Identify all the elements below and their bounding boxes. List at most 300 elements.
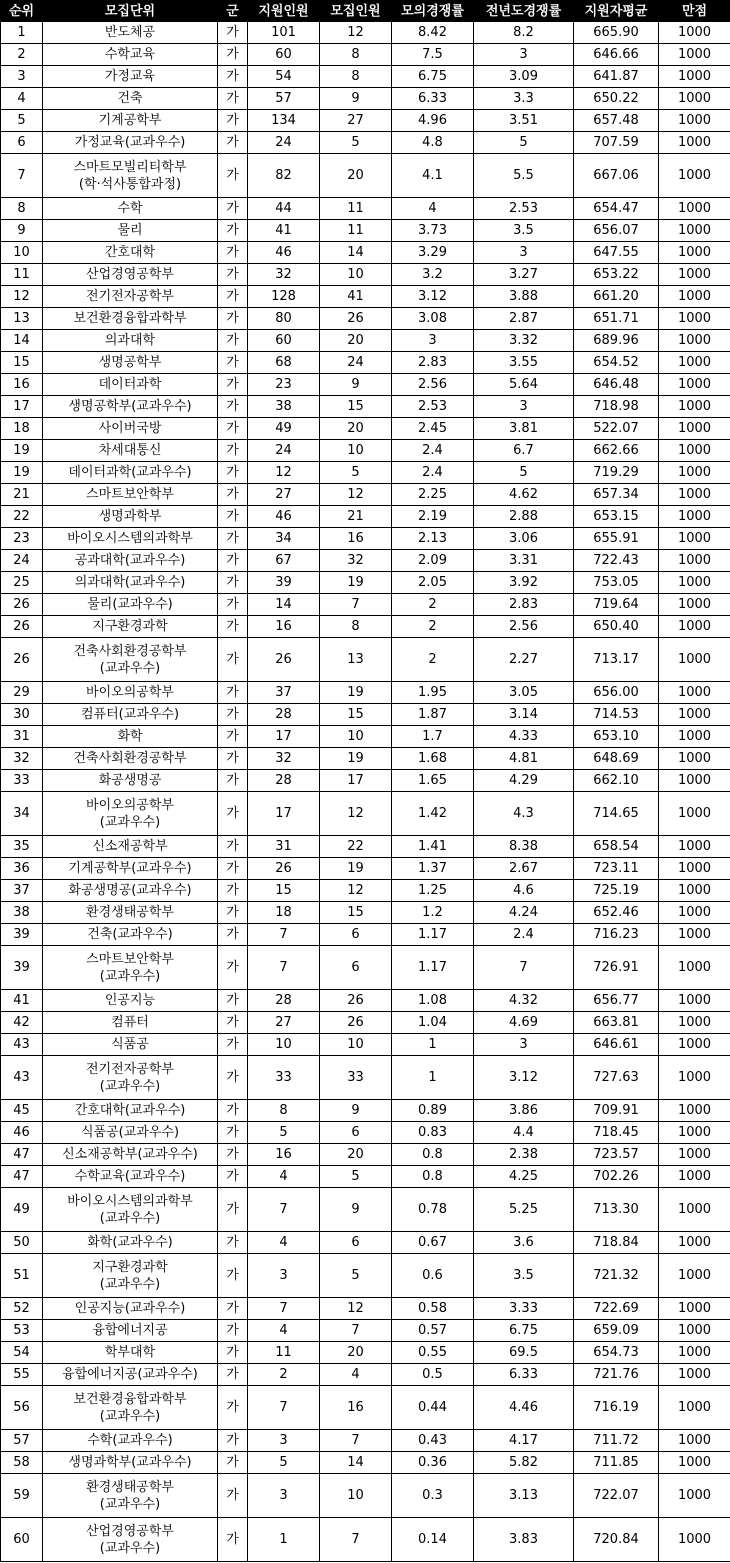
rank-cell: 9 [1,220,43,242]
avg-score-cell: 718.98 [574,396,659,418]
max-score-cell: 1000 [659,946,730,990]
unit-cell [43,22,218,44]
unit-cell [43,1166,218,1188]
quota-cell: 7 [320,594,392,616]
quota-cell: 10 [320,726,392,748]
unit-line: 산업경영공학부 [86,267,174,282]
group-cell: 가 [218,990,248,1012]
unit-cell [43,594,218,616]
max-score-cell: 1000 [659,22,730,44]
applicants-cell: 7 [248,924,320,946]
max-score-cell: 1000 [659,1188,730,1232]
rank-cell: 22 [1,506,43,528]
quota-cell: 20 [320,418,392,440]
prev-ratio-cell: 2.87 [474,308,574,330]
rank-cell: 17 [1,396,43,418]
prev-ratio-cell: 2.88 [474,506,574,528]
quota-cell: 9 [320,88,392,110]
mock-ratio-cell: 1.04 [392,1012,474,1034]
mock-ratio-cell: 1 [392,1056,474,1100]
rank-cell: 14 [1,330,43,352]
table-row [1,88,730,110]
group-cell: 가 [218,1122,248,1144]
rank-cell: 7 [1,154,43,198]
group-cell: 가 [218,1166,248,1188]
rank-cell: 57 [1,1430,43,1452]
max-score-cell: 1000 [659,572,730,594]
unit-cell [43,1188,218,1232]
quota-cell: 20 [320,330,392,352]
prev-ratio-cell: 3.06 [474,528,574,550]
table-row [1,682,730,704]
applicants-cell: 3 [248,1254,320,1298]
unit-cell [43,374,218,396]
avg-score-cell: 753.05 [574,572,659,594]
applicants-cell: 10 [248,1034,320,1056]
mock-ratio-cell: 0.83 [392,1122,474,1144]
max-score-cell: 1000 [659,638,730,682]
table-row [1,946,730,990]
group-cell: 가 [218,220,248,242]
unit-line: 생명과학부 [98,509,162,524]
unit-cell [43,726,218,748]
quota-cell: 7 [320,1518,392,1562]
quota-cell: 21 [320,506,392,528]
prev-ratio-cell: 2.67 [474,858,574,880]
prev-ratio-cell: 4.25 [474,1166,574,1188]
quota-cell: 15 [320,704,392,726]
unit-line: 융합에너지공 [92,1323,168,1338]
max-score-cell: 1000 [659,1320,730,1342]
prev-ratio-cell: 4.3 [474,792,574,836]
mock-ratio-cell: 3.2 [392,264,474,286]
avg-score-cell: 657.34 [574,484,659,506]
unit-cell [43,352,218,374]
table-row [1,1298,730,1320]
avg-score-cell: 721.76 [574,1364,659,1386]
avg-score-cell: 723.11 [574,858,659,880]
max-score-cell: 1000 [659,748,730,770]
applicants-cell: 8 [248,1100,320,1122]
unit-cell [43,1364,218,1386]
rank-cell: 8 [1,198,43,220]
avg-score-cell: 665.90 [574,22,659,44]
max-score-cell: 1000 [659,1056,730,1100]
table-row [1,792,730,836]
table-row [1,396,730,418]
avg-score-cell: 716.23 [574,924,659,946]
rank-cell: 37 [1,880,43,902]
group-cell: 가 [218,550,248,572]
prev-ratio-cell: 3.05 [474,682,574,704]
mock-ratio-cell: 2 [392,638,474,682]
unit-line: 스마트보안학부 [86,951,174,967]
unit-line: 생명공학부 [98,355,162,370]
mock-ratio-cell: 1.95 [392,682,474,704]
mock-ratio-cell: 2 [392,616,474,638]
max-score-cell: 1000 [659,704,730,726]
unit-line: 공과대학(교과우수) [74,553,186,568]
unit-line: (학·석사통합과정) [78,176,182,192]
avg-score-cell: 647.55 [574,242,659,264]
mock-ratio-cell: 2.19 [392,506,474,528]
rank-cell: 26 [1,638,43,682]
avg-score-cell: 648.69 [574,748,659,770]
applicants-cell: 34 [248,528,320,550]
group-cell: 가 [218,132,248,154]
table-row [1,638,730,682]
mock-ratio-cell: 0.3 [392,1474,474,1518]
applicants-cell: 16 [248,1144,320,1166]
group-cell: 가 [218,308,248,330]
table-row [1,506,730,528]
unit-cell [43,220,218,242]
applicants-cell: 37 [248,682,320,704]
avg-score-cell: 722.43 [574,550,659,572]
avg-score-cell: 727.63 [574,1056,659,1100]
prev-ratio-cell: 7 [474,946,574,990]
rank-cell: 59 [1,1474,43,1518]
max-score-cell: 1000 [659,1254,730,1298]
avg-score-cell: 711.72 [574,1430,659,1452]
prev-ratio-cell: 4.24 [474,902,574,924]
unit-line: (교과우수) [99,968,161,984]
rank-cell: 13 [1,308,43,330]
unit-cell [43,132,218,154]
table-row [1,44,730,66]
avg-score-cell: 653.15 [574,506,659,528]
quota-cell: 11 [320,198,392,220]
table-row [1,1518,730,1562]
applicants-cell: 82 [248,154,320,198]
quota-cell: 41 [320,286,392,308]
group-cell: 가 [218,66,248,88]
prev-ratio-cell: 3 [474,242,574,264]
unit-line: 의과대학 [104,333,156,348]
group-cell: 가 [218,242,248,264]
unit-cell [43,572,218,594]
rank-cell: 52 [1,1298,43,1320]
rank-cell: 32 [1,748,43,770]
quota-cell: 19 [320,682,392,704]
unit-cell [43,110,218,132]
quota-cell: 6 [320,946,392,990]
prev-ratio-cell: 8.38 [474,836,574,858]
mock-ratio-cell: 4.8 [392,132,474,154]
col-header-group: 군 [218,1,248,22]
max-score-cell: 1000 [659,66,730,88]
rank-cell: 10 [1,242,43,264]
mock-ratio-cell: 0.58 [392,1298,474,1320]
unit-cell [43,1518,218,1562]
table-row [1,1144,730,1166]
group-cell: 가 [218,44,248,66]
avg-score-cell: 719.29 [574,462,659,484]
max-score-cell: 1000 [659,902,730,924]
unit-line: 산업경영공학부 [86,1523,174,1539]
quota-cell: 15 [320,396,392,418]
unit-cell [43,682,218,704]
quota-cell: 10 [320,1034,392,1056]
rank-cell: 55 [1,1364,43,1386]
prev-ratio-cell: 3.81 [474,418,574,440]
mock-ratio-cell: 2.83 [392,352,474,374]
unit-line: 의과대학(교과우수) [74,575,186,590]
unit-cell [43,264,218,286]
rank-cell: 56 [1,1386,43,1430]
quota-cell: 17 [320,770,392,792]
max-score-cell: 1000 [659,330,730,352]
max-score-cell: 1000 [659,1122,730,1144]
unit-line: 차세대통신 [98,443,162,458]
applicants-cell: 60 [248,330,320,352]
table-row [1,110,730,132]
unit-line: 전기전자공학부 [86,1061,174,1077]
unit-line: 신소재공학부(교과우수) [62,1147,198,1162]
rank-cell: 18 [1,418,43,440]
table-row [1,242,730,264]
rank-cell: 11 [1,264,43,286]
unit-line: 융합에너지공(교과우수) [62,1367,198,1382]
table-row [1,1254,730,1298]
rank-cell: 42 [1,1012,43,1034]
max-score-cell: 1000 [659,308,730,330]
mock-ratio-cell: 2.05 [392,572,474,594]
unit-cell [43,1386,218,1430]
avg-score-cell: 659.09 [574,1320,659,1342]
mock-ratio-cell: 1.65 [392,770,474,792]
prev-ratio-cell: 3.6 [474,1232,574,1254]
unit-line: (교과우수) [99,1496,161,1512]
prev-ratio-cell: 5 [474,462,574,484]
applicants-cell: 3 [248,1430,320,1452]
avg-score-cell: 719.64 [574,594,659,616]
table-row [1,198,730,220]
quota-cell: 16 [320,1386,392,1430]
prev-ratio-cell: 5.25 [474,1188,574,1232]
rank-cell: 47 [1,1166,43,1188]
unit-line: 화공생명공 [98,773,162,788]
applicants-cell: 27 [248,484,320,506]
table-row [1,550,730,572]
unit-line: 사이버국방 [98,421,162,436]
unit-line: 보건환경융합과학부 [73,311,187,326]
applicants-cell: 1 [248,1518,320,1562]
unit-cell [43,792,218,836]
prev-ratio-cell: 8.2 [474,22,574,44]
unit-line: 건축(교과우수) [87,927,173,942]
col-header-avg-score: 지원자평균 [574,1,659,22]
unit-line: 물리(교과우수) [87,597,173,612]
unit-line: 수학교육 [104,47,156,62]
quota-cell: 15 [320,902,392,924]
applicants-cell: 134 [248,110,320,132]
unit-cell [43,616,218,638]
unit-cell [43,836,218,858]
table-row [1,902,730,924]
max-score-cell: 1000 [659,506,730,528]
quota-cell: 20 [320,1144,392,1166]
unit-cell [43,242,218,264]
unit-cell [43,1298,218,1320]
avg-score-cell: 713.30 [574,1188,659,1232]
group-cell: 가 [218,1034,248,1056]
prev-ratio-cell: 3.09 [474,66,574,88]
mock-ratio-cell: 1.17 [392,946,474,990]
max-score-cell: 1000 [659,352,730,374]
unit-line: 수학 [117,201,143,216]
group-cell: 가 [218,946,248,990]
group-cell: 가 [218,528,248,550]
mock-ratio-cell: 2.56 [392,374,474,396]
prev-ratio-cell: 2.38 [474,1144,574,1166]
prev-ratio-cell: 3.88 [474,286,574,308]
group-cell: 가 [218,1056,248,1100]
unit-cell [43,1056,218,1100]
max-score-cell: 1000 [659,484,730,506]
unit-line: 인공지능 [104,993,156,1008]
unit-line: 수학교육(교과우수) [74,1169,186,1184]
prev-ratio-cell: 4.69 [474,1012,574,1034]
col-header-rank: 순위 [1,1,43,22]
table-row [1,440,730,462]
mock-ratio-cell: 1.2 [392,902,474,924]
prev-ratio-cell: 69.5 [474,1342,574,1364]
rank-cell: 53 [1,1320,43,1342]
table-row [1,484,730,506]
table-row [1,836,730,858]
applicants-cell: 32 [248,748,320,770]
mock-ratio-cell: 1.17 [392,924,474,946]
unit-line: 가정교육(교과우수) [74,135,186,150]
applicants-cell: 2 [248,1364,320,1386]
avg-score-cell: 667.06 [574,154,659,198]
prev-ratio-cell: 3.5 [474,220,574,242]
applicants-cell: 7 [248,946,320,990]
mock-ratio-cell: 1.68 [392,748,474,770]
table-row [1,1364,730,1386]
rank-cell: 34 [1,792,43,836]
group-cell: 가 [218,1012,248,1034]
rank-cell: 6 [1,132,43,154]
group-cell: 가 [218,440,248,462]
rank-cell: 39 [1,924,43,946]
unit-cell [43,44,218,66]
quota-cell: 5 [320,462,392,484]
quota-cell: 10 [320,1474,392,1518]
table-row [1,330,730,352]
prev-ratio-cell: 3.27 [474,264,574,286]
max-score-cell: 1000 [659,462,730,484]
quota-cell: 4 [320,1364,392,1386]
mock-ratio-cell: 0.55 [392,1342,474,1364]
group-cell: 가 [218,1254,248,1298]
group-cell: 가 [218,880,248,902]
prev-ratio-cell: 4.33 [474,726,574,748]
avg-score-cell: 656.00 [574,682,659,704]
mock-ratio-cell: 4 [392,198,474,220]
rank-cell: 25 [1,572,43,594]
prev-ratio-cell: 4.17 [474,1430,574,1452]
quota-cell: 14 [320,242,392,264]
rank-cell: 50 [1,1232,43,1254]
rank-cell: 54 [1,1342,43,1364]
rank-cell: 46 [1,1122,43,1144]
applicants-cell: 7 [248,1298,320,1320]
max-score-cell: 1000 [659,682,730,704]
unit-cell [43,1254,218,1298]
quota-cell: 12 [320,22,392,44]
group-cell: 가 [218,1232,248,1254]
applicants-cell: 5 [248,1452,320,1474]
max-score-cell: 1000 [659,1012,730,1034]
quota-cell: 7 [320,1320,392,1342]
applicants-cell: 41 [248,220,320,242]
table-row [1,1452,730,1474]
group-cell: 가 [218,1188,248,1232]
table-row [1,616,730,638]
avg-score-cell: 646.61 [574,1034,659,1056]
prev-ratio-cell: 2.4 [474,924,574,946]
unit-cell [43,1474,218,1518]
applicants-cell: 24 [248,440,320,462]
mock-ratio-cell: 0.6 [392,1254,474,1298]
unit-cell [43,286,218,308]
group-cell: 가 [218,572,248,594]
table-row [1,418,730,440]
quota-cell: 7 [320,1430,392,1452]
table-row [1,462,730,484]
avg-score-cell: 718.84 [574,1232,659,1254]
unit-cell [43,924,218,946]
unit-line: 컴퓨터 [111,1015,149,1030]
unit-cell [43,902,218,924]
max-score-cell: 1000 [659,1386,730,1430]
quota-cell: 9 [320,1100,392,1122]
quota-cell: 32 [320,550,392,572]
applicants-cell: 68 [248,352,320,374]
avg-score-cell: 663.81 [574,1012,659,1034]
max-score-cell: 1000 [659,1144,730,1166]
group-cell: 가 [218,418,248,440]
applicants-cell: 49 [248,418,320,440]
mock-ratio-cell: 6.33 [392,88,474,110]
prev-ratio-cell: 2.27 [474,638,574,682]
unit-cell [43,1452,218,1474]
group-cell: 가 [218,330,248,352]
applicants-cell: 4 [248,1166,320,1188]
applicants-cell: 16 [248,616,320,638]
quota-cell: 8 [320,44,392,66]
unit-cell [43,770,218,792]
col-header-quota: 모집인원 [320,1,392,22]
rank-cell: 16 [1,374,43,396]
quota-cell: 19 [320,572,392,594]
avg-score-cell: 714.65 [574,792,659,836]
quota-cell: 5 [320,132,392,154]
applicants-cell: 17 [248,792,320,836]
unit-line: 스마트모빌리티학부 [73,159,187,175]
unit-line: (교과우수) [99,1408,161,1424]
mock-ratio-cell: 0.43 [392,1430,474,1452]
applicants-cell: 67 [248,550,320,572]
avg-score-cell: 656.07 [574,220,659,242]
quota-cell: 12 [320,792,392,836]
max-score-cell: 1000 [659,154,730,198]
prev-ratio-cell: 5 [474,132,574,154]
rank-cell: 30 [1,704,43,726]
group-cell: 가 [218,638,248,682]
